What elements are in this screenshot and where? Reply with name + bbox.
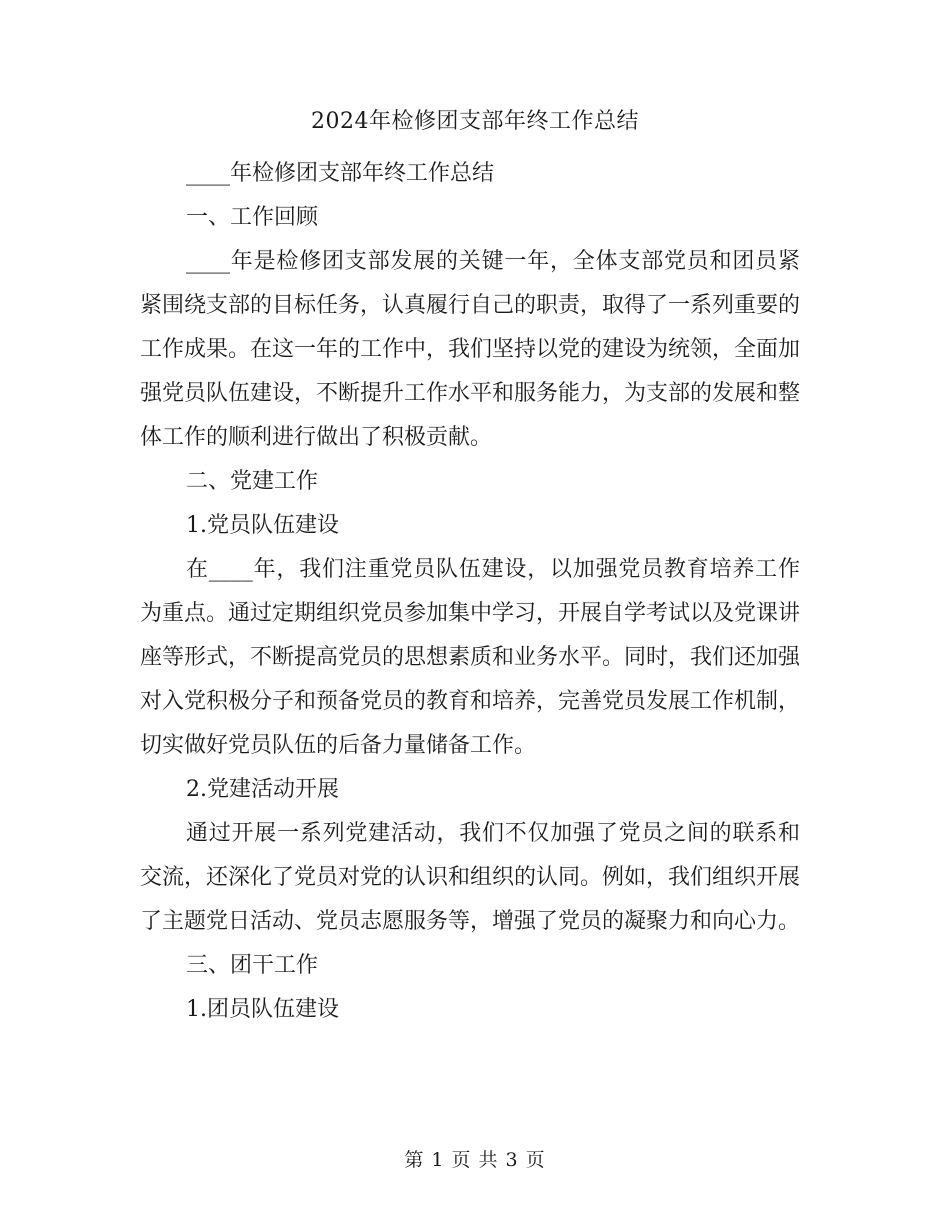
section-heading-review: 一、工作回顾 — [186, 205, 319, 230]
subtitle-paragraph: ____年检修团支部年终工作总结 — [186, 161, 495, 186]
section-heading-league-cadre: 三、团干工作 — [186, 953, 319, 978]
section-heading-party-building: 二、党建工作 — [186, 469, 319, 494]
body-paragraph: 通过开展一系列党建活动，我们不仅加强了党员之间的联系和交流，还深化了党员对党的认识和组织的认同。例如，我们组织开展了主题党日活动、党员志愿服务等，增强了党员的凝聚力和向心力。 — [140, 821, 801, 934]
document-body — [140, 152, 800, 1032]
subsection-heading-league-members: 1.团员队伍建设 — [186, 997, 339, 1022]
subsection-heading-party-members: 1.党员队伍建设 — [186, 513, 339, 538]
document-title: 2024年检修团支部年终工作总结 — [311, 109, 639, 134]
subsection-heading-party-activities: 2.党建活动开展 — [186, 777, 339, 802]
page-footer: 第 1 页 共 3 页 — [404, 1149, 546, 1171]
body-paragraph: ____年是检修团支部发展的关键一年，全体支部党员和团员紧紧围绕支部的目标任务，认真履行自己的职责，取得了一系列重要的工作成果。在这一年的工作中，我们坚持以党的建设为统领，全面加强党员队伍建设，不断提升工作水平和服务能力，为支部的发展和整体工作的顺利进行做出了积极贡献。 — [140, 249, 801, 450]
body-paragraph: 在____年，我们注重党员队伍建设，以加强党员教育培养工作为重点。通过定期组织党员参加集中学习，开展自学考试以及党课讲座等形式，不断提高党员的思想素质和业务水平。同时，我们还加强对入党积极分子和预备党员的教育和培养，完善党员发展工作机制，切实做好党员队伍的后备力量储备工作。 — [140, 557, 801, 758]
